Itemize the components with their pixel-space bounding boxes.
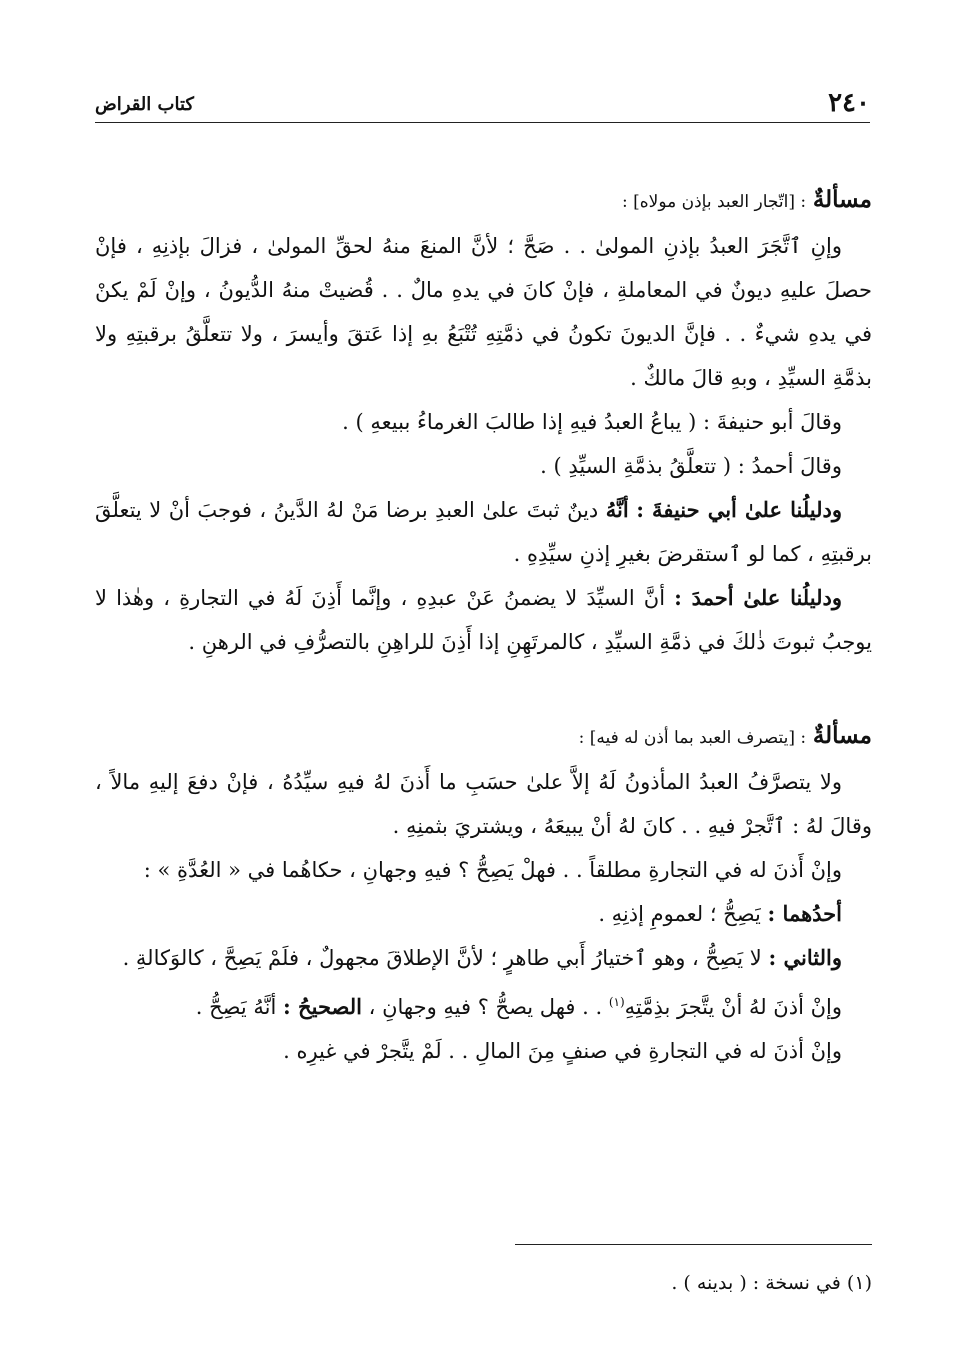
paragraph: وإنْ أَذنَ له في التجارةِ مطلقاً . . فهلْ يَصِحُّ ؟ فيهِ وجهانِ ، حكاهُما في « العُدَّةِ » : [143, 858, 842, 882]
section-gap [95, 664, 872, 714]
section-heading [95, 178, 872, 224]
issue-topic: : [يتصرف العبد بما أذن له فيه] : [578, 728, 807, 748]
issue-topic: : [اتّجار العبد بإذن مولاه] : [621, 192, 807, 212]
view-lead: الصحيحُ : [282, 994, 362, 1019]
paragraph-text: لا يَصِحُّ ، وهو ٱختيارُ أَبي طاهرٍ ؛ لأنَّ الإطلاقَ مجهولٌ ، فلَمْ يَصِحَّ ، كالوَكالةِ . [122, 946, 762, 970]
running-title: كتاب القراض [95, 94, 194, 115]
page-number: ٢٤٠ [828, 88, 870, 118]
issue-keyword: مسألةٌ [812, 722, 872, 749]
section-heading [95, 714, 872, 760]
view-lead: أحدُهما : [767, 901, 842, 926]
paragraph [95, 576, 872, 664]
evidence-lead: ودليلُنا علىٰ أبي حنيفةَ : [636, 497, 843, 522]
emphasis: أنَّهُ [605, 497, 629, 522]
paragraph: وقالَ أبو حنيفةَ : ( يباعُ العبدُ فيهِ إذا طالبَ الغرماءُ ببيعهِ ) . [342, 410, 842, 434]
paragraph [95, 980, 872, 1029]
paragraph: وإنِ ٱتَّجَرَ العبدُ بإذنِ المولىٰ . . صَحَّ ؛ لأنَّ المنعَ منهُ لحقِّ المولىٰ ، فزالَ بإذنِهِ ، فإنْ حصلَ عليهِ ديونٌ في المعاملةِ ، فإنْ كانَ في يدهِ مالٌ . . قُضيتْ منهُ الدُّيونُ ، وإنْ لَمْ يكنْ في يدهِ شيءٌ . . فإنَّ الديونَ تكونُ في ذمَّتِهِ تُتْبَعُ بهِ إذا عَتقَ وأيسرَ ، ولا تتعلَّقُ برقبتِهِ ولا بذمَّةِ السيِّدِ ، وبهِ قالَ مالكٌ . [95, 234, 872, 390]
footnote-marker[interactable]: (١) [608, 995, 625, 1009]
footnote-divider [515, 1244, 872, 1245]
paragraph [95, 892, 872, 936]
paragraph: وإنْ أذنَ له في التجارةِ في صنفٍ مِنَ المالِ . . لَمْ يتَّجرْ في غيرِه . [283, 1039, 842, 1063]
paragraph: وقالَ أحمدُ : ( تتعلَّقُ بذمَّةِ السيِّدِ ) . [540, 454, 842, 478]
paragraph [95, 936, 872, 980]
footnote: (١) في نسخة : ( بدينه ) . [671, 1272, 872, 1294]
paragraph [95, 488, 872, 576]
page-header [95, 88, 870, 123]
evidence-lead: ودليلُنا علىٰ أحمدَ : [674, 585, 842, 610]
paragraph: ولا يتصرَّفُ العبدُ المأذونُ لَهُ إلاَّ علىٰ حسَبِ ما أَذنَ لهُ فيهِ سيِّدُهُ ، فإنْ دفعَ إليهِ مالاً ، وقالَ لهُ : ٱتَّجرْ فيهِ . . كانَ لهُ أنْ يبيعَهُ ، ويشتريَ بثمنِهِ . [95, 770, 872, 838]
paragraph-text: . . فهل يصحُّ ؟ فيهِ وجهانِ ، [368, 995, 603, 1019]
page-body [95, 178, 872, 1073]
paragraph-text: أنَّهُ يَصِحُّ . [195, 995, 277, 1019]
paragraph-text: دينٌ ثبتَ علىٰ العبدِ برضا مَنْ لهُ الدَّينُ ، فوجبَ أنْ لا يتعلَّقَ برقبتِهِ ، كما لو ٱستقرضَ بغيرِ إذنِ سيِّدِهِ . [95, 498, 872, 566]
paragraph-text: يَصِحُّ ؛ لعمومِ إذنِهِ . [598, 902, 761, 926]
paragraph-text: أنَّ السيِّدَ لا يضمنُ عَنْ عبدِهِ ، وإنَّما أَذِنَ لَهُ في التجارةِ ، وهٰذا لا يوجبُ ثبوتَ ذٰلكَ في ذمَّةِ السيِّدِ ، كالمرتَهِنِ إذا أَذِنَ للراهِنِ بالتصرُّفِ في الرهنِ . [95, 586, 872, 654]
issue-keyword: مسألةٌ [812, 186, 872, 213]
view-lead: والثاني : [768, 945, 842, 970]
paragraph-text: وإنْ أذنَ لهُ أنْ يتَّجرَ بذِمَّتِهِ [624, 995, 842, 1019]
